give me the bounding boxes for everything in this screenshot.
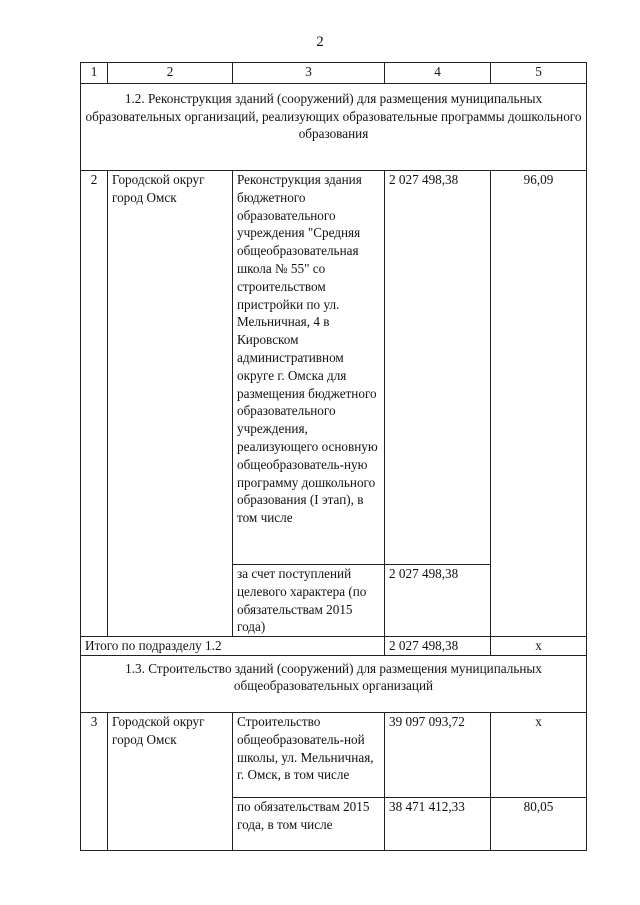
row-number: 3	[81, 712, 108, 850]
subtotal-percent: x	[491, 637, 587, 656]
section-heading-1-2: 1.2. Реконструкция зданий (сооружений) для размещения муниципальных образовательных организаций, реализующих образовательные программы дошкольного образования	[81, 84, 587, 171]
subtotal-amount: 2 027 498,38	[385, 637, 491, 656]
object-cell: Строительство общеобразователь-ной школы, ул. Мельничная, г. Омск, в том числе	[233, 712, 385, 797]
section-heading-1-3: 1.3. Строительство зданий (сооружений) для размещения муниципальных общеобразовательных организаций	[81, 655, 587, 712]
owner-cell: Городской округ город Омск	[108, 712, 233, 850]
subtotal-label: Итого по подразделу 1.2	[81, 637, 385, 656]
column-number: 2	[108, 63, 233, 84]
table-row	[81, 712, 587, 797]
subtotal-row	[81, 637, 587, 656]
percent-sub-cell: 80,05	[491, 797, 587, 850]
section-heading-row	[81, 655, 587, 712]
object-sub-cell: по обязательствам 2015 года, в том числе	[233, 797, 385, 850]
page-number: 2	[316, 34, 324, 50]
amount-cell: 2 027 498,38	[385, 171, 491, 565]
column-number: 1	[81, 63, 108, 84]
percent-cell: 96,09	[491, 171, 587, 637]
investment-table	[80, 62, 587, 851]
column-number: 5	[491, 63, 587, 84]
object-sub-cell: за счет поступлений целевого характера (по обязательствам 2015 года)	[233, 565, 385, 637]
column-number: 4	[385, 63, 491, 84]
column-number: 3	[233, 63, 385, 84]
column-number-row	[81, 63, 587, 84]
section-heading-row	[81, 84, 587, 171]
object-cell: Реконструкция здания бюджетного образовательного учреждения "Средняя общеобразовательная школа № 55" со строительством пристройки по ул. Мельничная, 4 в Кировском административном округе г. Омска для размещения бюджетного образовательного учреждения, реализующего основную общеобразователь-ную программу дошкольного образования (I этап), в том числе	[233, 171, 385, 565]
amount-sub-cell: 38 471 412,33	[385, 797, 491, 850]
amount-sub-cell: 2 027 498,38	[385, 565, 491, 637]
amount-cell: 39 097 093,72	[385, 712, 491, 797]
owner-cell: Городской округ город Омск	[108, 171, 233, 637]
percent-cell: x	[491, 712, 587, 797]
table-row	[81, 171, 587, 565]
row-number: 2	[81, 171, 108, 637]
